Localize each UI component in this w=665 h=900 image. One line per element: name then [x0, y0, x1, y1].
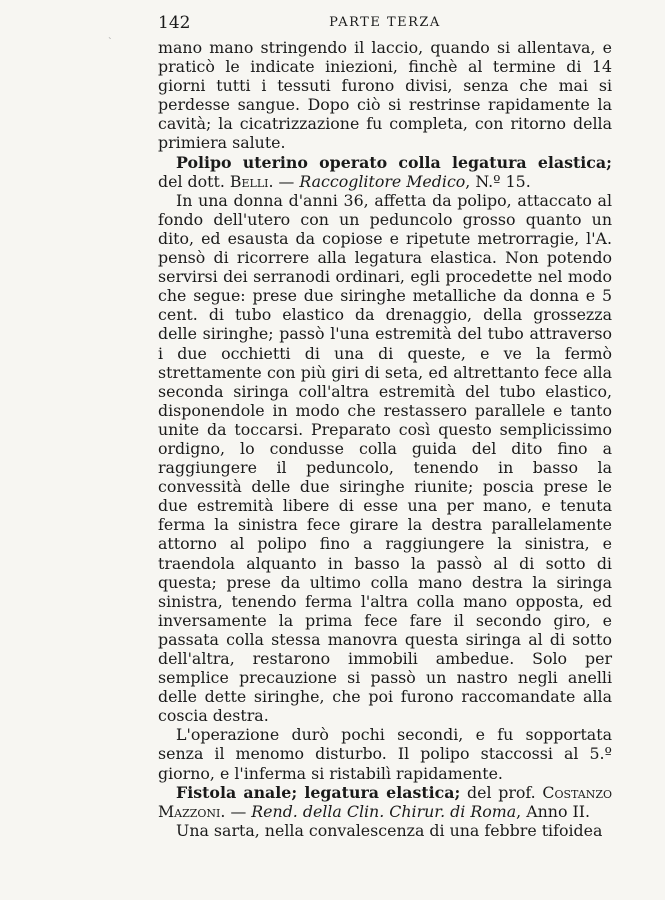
section-paragraph: L'operazione durò pochi secondi, e fu sopportata senza il menomo disturbo. Il polipo staccossi al 5.º giorno, e l'inferma si ristabilì rapidamente. — [158, 725, 612, 783]
section-heading-fistola — [158, 783, 612, 821]
page-header — [158, 12, 612, 34]
section-heading-polipo — [158, 153, 612, 191]
section-paragraph: Una sarta, nella convalescenza di una febbre tifoidea — [176, 820, 603, 840]
byline-prefix: del prof. — [460, 782, 543, 802]
source-issue: , N.º 15. — [465, 171, 531, 191]
source-issue: , Anno II. — [516, 801, 590, 821]
byline-dash: . — — [268, 171, 300, 191]
section-paragraph: In una donna d'anni 36, affetta da polipo, attaccato al fondo dell'utero con un peduncolo grosso quanto un dito, ed esausta da copiose e ripetute metrorragie, l'A. pensò di ricorrere alla legatura elastica. Non potendo servirsi dei serranodi ordinari, egli procedette nel modo che segue: prese due siringhe metalliche da donna e 5 cent. di tubo elastico da drenaggio, della grossezza delle siringhe; passò l'una estremità del tubo attraverso i due occhietti di una di queste, e ve la fermò strettamente con più giri di seta, ed altrettanto fece alla seconda siringa coll'altra estremità del tubo elastico, disponendole in modo che restassero parallele e tanto unite da toccarsi. Preparato così questo semplicissimo ordigno, lo condusse colla guida del dito fino a raggiungere il peduncolo, tenendo in basso la convessità delle due siringhe riunite; poscia prese le due estremità libere di esse una per mano, e tenuta ferma la sinistra fece girare la destra parallelamente attorno al polipo fino a raggiungere la sinistra, e traendola alquanto in basso la passò al di sotto di questa; prese da ultimo colla mano destra la siringa sinistra, tenendo ferma l'altra colla mano opposta, ed inversamente la prima fece fare il secondo giro, e passata colla stessa manovra questa siringa al di sotto dell'altra, restarono immobili ambedue. Solo per semplice precauzione si passò un nastro negli anelli delle dette siringhe, che poi furono raccomandate alla coscia destra. — [158, 190, 612, 726]
continued-paragraph: mano mano stringendo il laccio, quando si allentava, e praticò le indicate iniezioni, finchè al termine di 14 giorni tutti i tessuti furono divisi, senza che mai si perdesse sangue. Dopo ciò si restrinse rapidamente la cavità; la cicatrizzazione fu completa, con ritorno della primiera salute. — [158, 38, 612, 153]
byline-dash: . — — [220, 801, 252, 821]
section-title: Polipo uterino operato colla legatura elastica; — [176, 152, 612, 172]
author-name: Costanzo Mazzoni — [158, 782, 612, 821]
body-text — [158, 38, 612, 840]
section-title: Fistola anale; legatura elastica; — [176, 782, 461, 802]
scan-speck-mark: ˴ — [108, 30, 112, 43]
source-title: Rend. della Clin. Chirur. di Roma — [251, 801, 517, 821]
author-name: Belli — [229, 171, 269, 191]
page-number: 142 — [158, 13, 191, 33]
source-title: Raccoglitore Medico — [299, 171, 466, 191]
byline-prefix: del dott. — [158, 171, 230, 191]
running-head: PARTE TERZA — [329, 15, 441, 30]
